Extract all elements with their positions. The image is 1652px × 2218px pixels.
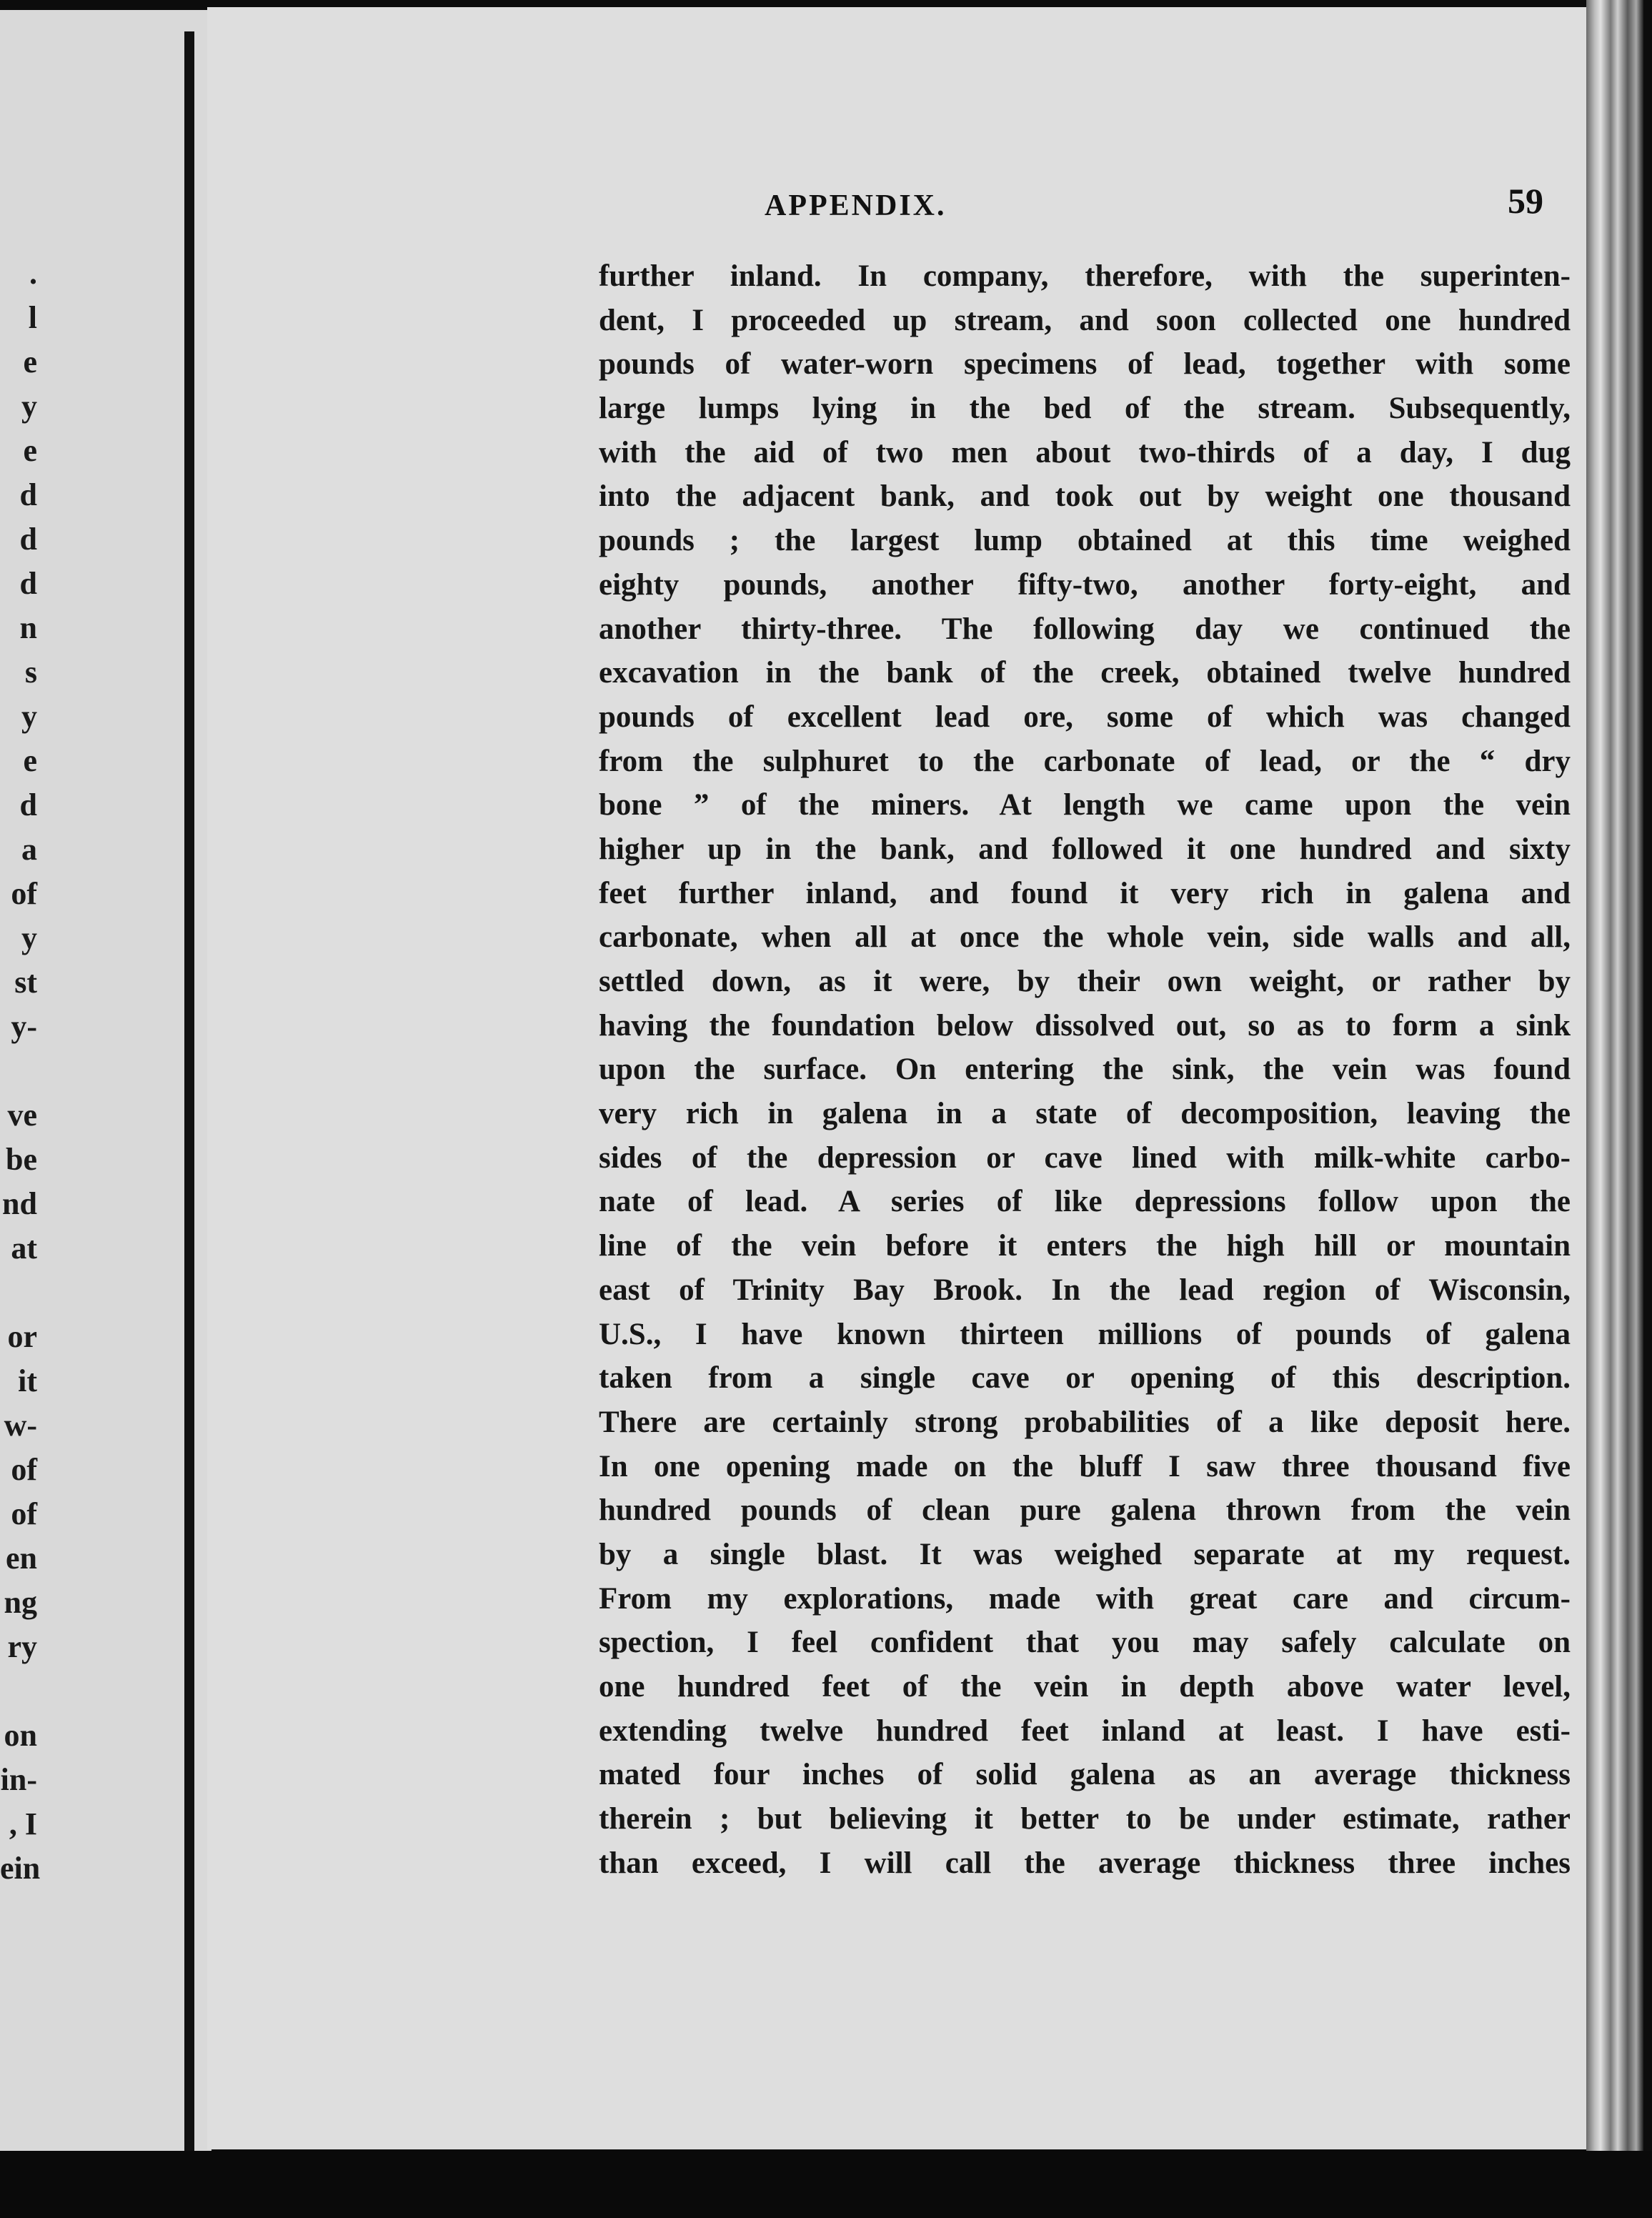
text-line: one hundred feet of the vein in depth above water level, [599, 1670, 1571, 1704]
previous-page-line-fragment: in- [0, 1762, 37, 1797]
previous-page-line-fragment: e [23, 743, 37, 778]
text-line: There are certainly strong probabilities of a like deposit here. [599, 1405, 1571, 1439]
text-line: extending twelve hundred feet inland at least. I have esti- [599, 1714, 1571, 1748]
page-number: 59 [1508, 181, 1543, 221]
previous-page-line-fragment: of [11, 1452, 37, 1487]
page-gutter [184, 31, 194, 2161]
previous-page-line-fragment: be [6, 1142, 37, 1177]
previous-page-line-fragment: . [29, 256, 37, 291]
previous-page-line-fragment [0, 1049, 43, 1093]
previous-page-line-fragment: w- [4, 1408, 37, 1443]
text-line: hundred pounds of clean pure galena thrown from the vein [599, 1493, 1571, 1528]
previous-page-line-fragment: on [4, 1718, 37, 1753]
previous-page-line-fragment [0, 1270, 43, 1315]
text-line: carbonate, when all at once the whole vein, side walls and all, [599, 920, 1571, 955]
text-line: pounds of water-worn specimens of lead, together with some [599, 347, 1571, 382]
previous-page-line-fragment [0, 1669, 43, 1714]
previous-page-line-fragment: nd [2, 1186, 37, 1221]
previous-page-line-fragment: s [24, 655, 37, 690]
previous-page-line-fragment: ein [0, 1851, 41, 1886]
previous-page-line-fragment: or [7, 1319, 37, 1354]
text-line: by a single blast. It was weighed separate at my request. [599, 1537, 1571, 1571]
previous-page-line-fragment: d [19, 787, 37, 822]
previous-page-line-fragment: y [21, 920, 37, 955]
previous-page-margin-text [0, 252, 43, 1891]
text-line: therein ; but believing it better to be under estimate, rather [599, 1802, 1571, 1836]
text-line: another thirty-three. The following day we continued the [599, 612, 1571, 646]
scan-bottom-border [0, 2151, 1652, 2218]
previous-page-line-fragment: ve [7, 1098, 37, 1133]
text-line: very rich in galena in a state of decomposition, leaving the [599, 1097, 1571, 1131]
previous-page-line-fragment: e [23, 344, 37, 379]
text-line: excavation in the bank of the creek, obtained twelve hundred [599, 656, 1571, 690]
text-line: upon the surface. On entering the sink, the vein was found [599, 1053, 1571, 1087]
text-line: bone ” of the miners. At length we came upon the vein [599, 788, 1571, 822]
previous-page-line-fragment: at [11, 1230, 37, 1265]
body-text [599, 254, 1571, 1885]
text-line: settled down, as it were, by their own weight, or rather by [599, 965, 1571, 998]
text-line: feet further inland, and found it very rich in galena and [599, 876, 1571, 910]
text-line: with the aid of two men about two-thirds of a day, I dug [599, 435, 1571, 469]
previous-page-line-fragment: st [14, 965, 37, 1000]
text-line: east of Trinity Bay Brook. In the lead region of Wisconsin, [599, 1273, 1571, 1307]
text-line: From my explorations, made with great care and circum- [599, 1581, 1571, 1616]
book-page [207, 7, 1586, 2149]
previous-page-line-fragment: y [21, 389, 37, 424]
previous-page-line-fragment: of [11, 876, 37, 911]
text-line: spection, I feel confident that you may safely calculate on [599, 1626, 1571, 1660]
text-line: dent, I proceeded up stream, and soon collected one hundred [599, 303, 1571, 337]
previous-page-line-fragment: n [19, 610, 37, 645]
previous-page-line-fragment: a [21, 832, 37, 867]
text-line: into the adjacent bank, and took out by weight one thousand [599, 479, 1571, 514]
previous-page [0, 10, 212, 2161]
previous-page-line-fragment: en [6, 1541, 37, 1576]
text-line: having the foundation below dissolved out, so as to form a sink [599, 1008, 1571, 1043]
previous-page-line-fragment: , I [9, 1806, 37, 1841]
previous-page-line-fragment: y [21, 699, 37, 734]
previous-page-line-fragment: d [19, 522, 37, 557]
text-line: pounds ; the largest lump obtained at this time weighed [599, 524, 1571, 558]
text-line: taken from a single cave or opening of this description. [599, 1361, 1571, 1396]
previous-page-line-fragment: ng [4, 1585, 37, 1620]
previous-page-line-fragment: d [19, 477, 37, 512]
text-line: U.S., I have known thirteen millions of pounds of galena [599, 1317, 1571, 1351]
text-line: In one opening made on the bluff I saw three thousand five [599, 1449, 1571, 1483]
text-line: sides of the depression or cave lined with milk-white carbo- [599, 1140, 1571, 1175]
previous-page-line-fragment: it [18, 1363, 37, 1398]
text-line: large lumps lying in the bed of the stream. Subsequently, [599, 392, 1571, 426]
text-line: from the sulphuret to the carbonate of lead, or the “ dry [599, 744, 1571, 778]
text-line: nate of lead. A series of like depressions follow upon the [599, 1185, 1571, 1219]
text-line: pounds of excellent lead ore, some of which was changed [599, 700, 1571, 734]
text-line: further inland. In company, therefore, with the superinten- [599, 259, 1571, 293]
text-line: mated four inches of solid galena as an average thickness [599, 1758, 1571, 1792]
text-line: line of the vein before it enters the high hill or mountain [599, 1229, 1571, 1263]
previous-page-line-fragment: e [23, 433, 37, 468]
text-line: higher up in the bank, and followed it one hundred and sixty [599, 832, 1571, 866]
previous-page-line-fragment: of [11, 1496, 37, 1531]
previous-page-line-fragment: l [28, 300, 37, 335]
page-edges [1586, 0, 1643, 2165]
previous-page-line-fragment: y- [11, 1009, 37, 1044]
previous-page-line-fragment: d [19, 566, 37, 601]
previous-page-line-fragment: ry [7, 1629, 37, 1664]
text-line: eighty pounds, another fifty-two, another forty-eight, and [599, 567, 1571, 602]
text-line: than exceed, I will call the average thickness three inches [599, 1846, 1571, 1880]
running-head: APPENDIX. [765, 189, 947, 222]
